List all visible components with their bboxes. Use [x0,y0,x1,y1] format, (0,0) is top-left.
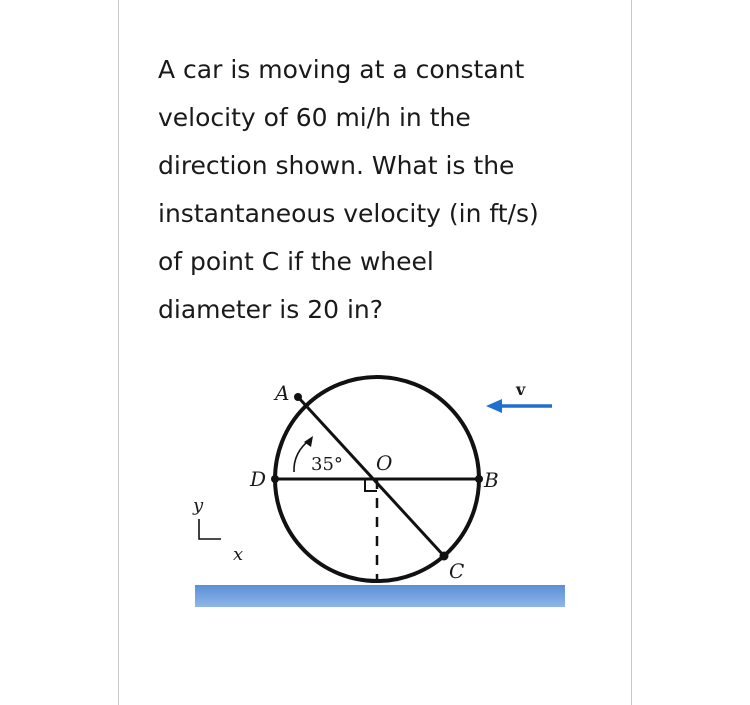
point-b-dot [475,475,483,483]
diameter-ac [298,397,444,556]
velocity-label: v [516,380,526,399]
axes-indicator [199,519,221,539]
axis-y-label: y [193,495,204,516]
point-c-dot [440,552,449,561]
question-line-2: velocity of 60 mi/h in the [158,103,471,132]
angle-label: 35° [311,454,343,475]
question-line-6: diameter is 20 in? [158,295,384,324]
velocity-arrowhead [486,399,502,413]
point-d-dot [271,475,279,483]
point-c-label: C [449,559,465,583]
question-line-5: of point C if the wheel [158,247,434,276]
question-line-4: instantaneous velocity (in ft/s) [158,199,539,228]
point-d-label: D [250,467,267,491]
point-a-dot [294,393,302,401]
axis-x-label: x [233,544,244,565]
point-a-label: A [275,381,290,405]
point-o-label: O [376,451,393,475]
question-line-3: direction shown. What is the [158,151,515,180]
ground [195,585,565,607]
point-b-label: B [484,468,499,492]
angle-arc [294,440,310,472]
question-line-1: A car is moving at a constant [158,55,525,84]
angle-arrowhead [304,436,313,447]
